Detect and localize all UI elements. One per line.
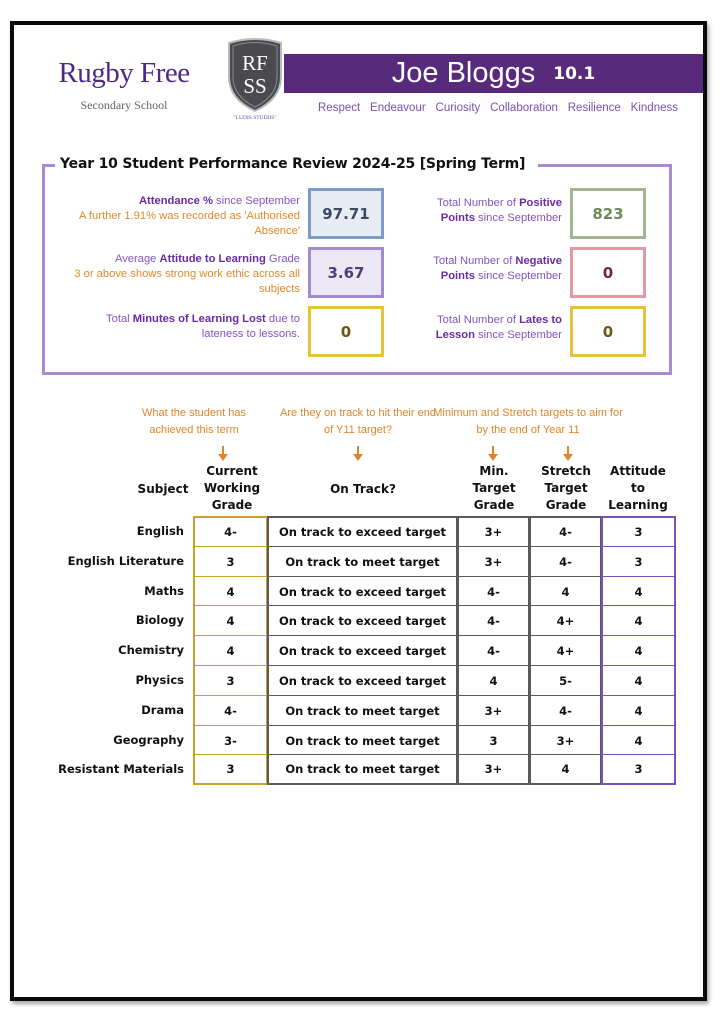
attitude-cell: 4 — [601, 725, 676, 756]
header-subject: Subject — [137, 482, 189, 496]
attitude-cell: 3 — [601, 546, 676, 577]
student-form: 10.1 — [553, 63, 596, 84]
subject-cell: Chemistry — [118, 643, 184, 657]
stretch-target-cell: 5- — [529, 665, 602, 696]
subject-cell: Geography — [113, 733, 184, 747]
value-curiosity: Curiosity — [435, 102, 481, 114]
min-target-cell: 3+ — [457, 516, 530, 547]
on-track-cell: On track to exceed target — [267, 605, 458, 636]
current-grade-cell: 3 — [193, 665, 268, 696]
on-track-cell: On track to meet target — [267, 754, 458, 785]
stretch-target-cell: 4+ — [529, 635, 602, 666]
negative-points-label: Total Number of Negative Points since September — [433, 255, 562, 282]
min-target-cell: 4 — [457, 665, 530, 696]
svg-text:"LUDIS STUDIIS": "LUDIS STUDIIS" — [233, 115, 277, 121]
attitude-cell: 4 — [601, 695, 676, 726]
current-grade-cell: 4 — [193, 605, 268, 636]
svg-text:RF: RF — [242, 51, 268, 75]
stretch-target-cell: 4- — [529, 695, 602, 726]
subject-cell: Drama — [141, 703, 184, 717]
panel-border-segment — [538, 164, 672, 167]
value-kindness: Kindness — [630, 102, 678, 114]
stretch-target-cell: 3+ — [529, 725, 602, 756]
subject-cell: Biology — [135, 613, 184, 627]
current-grade-cell: 4- — [193, 695, 268, 726]
lates-value: 0 — [570, 306, 646, 357]
minutes-lost-value: 0 — [308, 306, 384, 357]
attitude-cell: 3 — [601, 754, 676, 785]
annotation-achieved: What the student has achieved this term — [142, 407, 246, 436]
value-collaboration: Collaboration — [490, 102, 558, 114]
positive-points-label: Total Number of Positive Points since September — [437, 197, 562, 224]
arrow-down-icon — [563, 446, 573, 462]
attendance-note: A further 1.91% was recorded as 'Authorised Absence' — [78, 210, 300, 237]
positive-points-value: 823 — [570, 188, 646, 239]
panel-border-segment — [42, 164, 55, 167]
subject-cell: English Literature — [67, 554, 184, 568]
attendance-value: 97.71 — [308, 188, 384, 239]
annotation-on-track: Are they on track to hit their end of Y11 target? — [280, 407, 436, 436]
subject-cell: Maths — [144, 584, 184, 598]
current-grade-cell: 4 — [193, 576, 268, 607]
minutes-lost-label: Total Minutes of Learning Lost due to lateness to lessons. — [106, 313, 300, 340]
review-title: Year 10 Student Performance Review 2024-25 [Spring Term] — [60, 156, 526, 172]
min-target-cell: 4- — [457, 605, 530, 636]
attitude-note: 3 or above shows strong work ethic across all subjects — [74, 268, 300, 295]
current-grade-cell: 3- — [193, 725, 268, 756]
min-target-cell: 3+ — [457, 546, 530, 577]
student-banner — [284, 54, 703, 93]
stretch-target-cell: 4 — [529, 576, 602, 607]
stretch-target-cell: 4- — [529, 546, 602, 577]
school-name: Rugby Free — [58, 57, 190, 89]
school-subtitle: Secondary School — [80, 98, 168, 112]
attitude-cell: 4 — [601, 665, 676, 696]
annotation-targets: Minimum and Stretch targets to aim for by the end of Year 11 — [433, 407, 623, 436]
student-name: Joe Bloggs — [391, 57, 536, 89]
on-track-cell: On track to exceed target — [267, 665, 458, 696]
arrow-down-icon — [218, 446, 228, 462]
stretch-target-cell: 4 — [529, 754, 602, 785]
subject-cell: Physics — [135, 673, 184, 687]
on-track-cell: On track to meet target — [267, 546, 458, 577]
attitude-label: Average Attitude to Learning Grade 3 or above shows strong work ethic across all subjects — [74, 253, 300, 295]
current-grade-cell: 4- — [193, 516, 268, 547]
on-track-cell: On track to exceed target — [267, 576, 458, 607]
subject-cell: Resistant Materials — [58, 762, 184, 776]
min-target-cell: 3 — [457, 725, 530, 756]
attitude-cell: 4 — [601, 576, 676, 607]
stretch-target-cell: 4- — [529, 516, 602, 547]
min-target-cell: 4- — [457, 576, 530, 607]
attendance-label: Attendance % since September A further 1.91% was recorded as 'Authorised Absence' — [78, 195, 300, 237]
school-values — [318, 102, 678, 114]
on-track-cell: On track to meet target — [267, 725, 458, 756]
lates-label: Total Number of Lates to Lesson since September — [435, 314, 562, 341]
min-target-cell: 3+ — [457, 754, 530, 785]
header-attitude: Attitude to Learning — [608, 464, 668, 512]
attitude-cell: 4 — [601, 635, 676, 666]
arrow-down-icon — [488, 446, 498, 462]
on-track-cell: On track to exceed target — [267, 516, 458, 547]
header-stretch-target: Stretch Target Grade — [541, 464, 591, 512]
current-grade-cell: 3 — [193, 754, 268, 785]
on-track-cell: On track to meet target — [267, 695, 458, 726]
value-endeavour: Endeavour — [370, 102, 426, 114]
svg-text:SS: SS — [243, 74, 267, 98]
on-track-cell: On track to exceed target — [267, 635, 458, 666]
subject-cell: English — [136, 524, 184, 538]
stretch-target-cell: 4+ — [529, 605, 602, 636]
negative-points-value: 0 — [570, 247, 646, 298]
current-grade-cell: 3 — [193, 546, 268, 577]
header-on-track: On Track? — [330, 482, 396, 496]
value-respect: Respect — [318, 102, 361, 114]
min-target-cell: 3+ — [457, 695, 530, 726]
arrow-down-icon — [353, 446, 363, 462]
min-target-cell: 4- — [457, 635, 530, 666]
current-grade-cell: 4 — [193, 635, 268, 666]
attitude-cell: 3 — [601, 516, 676, 547]
header-current-grade: Current Working Grade — [203, 464, 261, 512]
attitude-value: 3.67 — [308, 247, 384, 298]
attitude-cell: 4 — [601, 605, 676, 636]
school-crest-icon — [223, 37, 287, 121]
value-resilience: Resilience — [567, 102, 621, 114]
header-min-target: Min. Target Grade — [472, 464, 516, 512]
